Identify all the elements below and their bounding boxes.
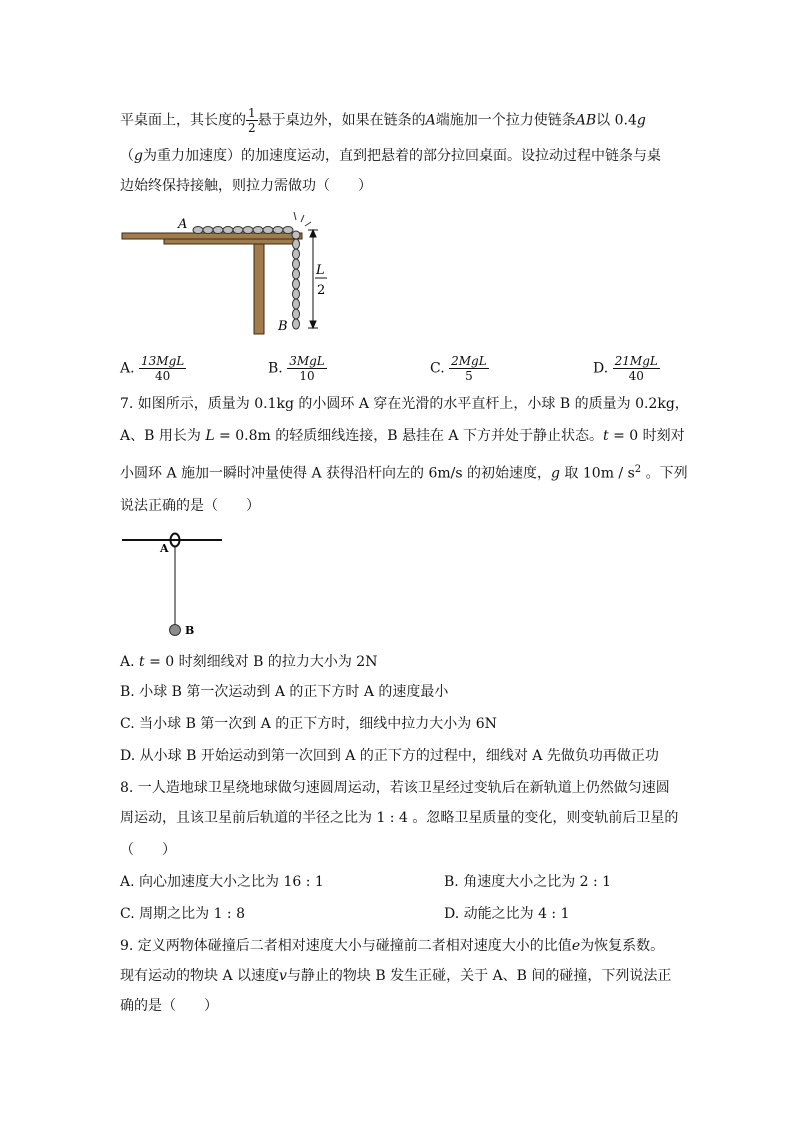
q7-text: A. [120, 654, 140, 670]
q6-option-b[interactable] [268, 354, 327, 383]
q7-option-b[interactable]: B. 小球 B 第一次运动到 A 的正下方时 A 的速度最小 [120, 684, 449, 700]
q7-option-d[interactable]: D. 从小球 B 开始运动到第一次回到 A 的正下方的过程中，细线对 A 先做负功再做正功 [120, 748, 659, 764]
q7-option-c[interactable]: C. 当小球 B 第一次到 A 的正下方时，细线中拉力大小为 6N [120, 716, 497, 732]
fraction-numerator: 1 [248, 106, 256, 120]
option-fraction [139, 354, 186, 383]
option-letter: D. [593, 360, 609, 377]
option-fraction [449, 354, 489, 383]
var-v: v [279, 968, 287, 984]
var-a: A [425, 112, 436, 129]
chain-table-figure [118, 208, 348, 340]
q9-text: 为恢复系数。 [580, 938, 665, 954]
q8-option-b[interactable]: B. 角速度大小之比为 2 : 1 [444, 874, 612, 890]
var-l: L [205, 428, 215, 444]
superscript: 2 [634, 464, 642, 475]
q8-option-c[interactable]: C. 周期之比为 1 : 8 [120, 906, 245, 922]
var-e: e [571, 938, 581, 954]
q9-line-3: 确的是（ ） [120, 998, 218, 1014]
q6-text: 平桌面上，其长度的 [120, 112, 246, 129]
q6-text: 以 0.4 [596, 112, 637, 129]
chain-horizontal [193, 227, 293, 234]
q9-line-1 [120, 936, 664, 956]
q9-line-2 [120, 966, 671, 986]
chain-corner-link [292, 231, 300, 239]
option-fraction [613, 354, 660, 383]
label-a: A [160, 542, 169, 555]
fraction-numerator: 3MgL [289, 354, 325, 368]
q7-text: = 0 时刻对 [608, 428, 685, 444]
q7-line-1: 7. 如图所示，质量为 0.1kg 的小圆环 A 穿在光滑的水平直杆上，小球 B 的质量为 0.2kg， [120, 396, 689, 412]
ring-ball-figure [118, 528, 238, 644]
q7-text: 小圆环 A 施加一瞬时冲量使得 A 获得沿杆向左的 6m/s 的初始速度， [120, 465, 552, 482]
q8-line-1: 8. 一人造地球卫星绕地球做匀速圆周运动，若该卫星经过变轨后在新轨道上仍然做匀速圆 [120, 780, 670, 796]
option-letter: C. [430, 360, 445, 377]
q6-option-a[interactable] [120, 354, 186, 383]
var-g: g [636, 112, 646, 129]
fraction-denominator: 2 [248, 121, 256, 135]
fraction-denominator: 5 [465, 369, 473, 383]
q7-text: = 0.8m 的轻质细线连接，B 悬挂在 A 下方并处于静止状态。 [214, 428, 603, 444]
label-b: B [278, 319, 288, 334]
option-letter: B. [268, 360, 283, 377]
fraction-denominator: 40 [154, 369, 171, 383]
table-top [122, 233, 302, 239]
table-leg [254, 244, 264, 334]
q7-text: 取 10m / s [559, 465, 635, 482]
q8-line-2: 周运动，且该卫星前后轨道的半径之比为 1 : 4 。忽略卫星质量的变化，则变轨前后卫星的 [120, 810, 679, 826]
fraction-denominator: 10 [299, 369, 315, 383]
label-l: L [316, 263, 325, 278]
q8-option-d[interactable]: D. 动能之比为 4 : 1 [444, 906, 570, 922]
q7-line-2 [120, 426, 685, 446]
half-fraction [246, 106, 258, 135]
corner-mark-icon [294, 212, 311, 226]
q7-text: 。下列 [641, 465, 688, 482]
fraction-numerator: 21MgL [614, 354, 658, 368]
label-a: A [178, 217, 188, 232]
label-b: B [185, 624, 195, 637]
option-fraction [287, 354, 327, 383]
q7-text: A、B 用长为 [120, 428, 206, 444]
fraction-denominator: 40 [628, 369, 644, 383]
chain-vertical [293, 239, 300, 329]
q9-text: 与静止的物块 B 发生正碰，关于 A、B 间的碰撞，下列说法正 [286, 968, 672, 984]
q6-line-1 [120, 106, 646, 135]
var-g: g [551, 465, 560, 482]
q6-line-3: 边始终保持接触，则拉力需做功（ ） [120, 178, 372, 194]
q6-option-c[interactable] [430, 354, 489, 383]
q9-text: 9. 定义两物体碰撞后二者相对速度大小与碰撞前二者相对速度大小的比值 [120, 938, 572, 954]
q8-option-a[interactable]: A. 向心加速度大小之比为 16 : 1 [120, 874, 324, 890]
option-letter: A. [120, 360, 135, 377]
var-t: t [139, 654, 145, 670]
q7-line-4: 说法正确的是（ ） [120, 498, 260, 514]
fraction-numerator: 2MgL [451, 354, 487, 368]
ball-b [170, 625, 181, 636]
q7-text: = 0 时刻细线对 B 的拉力大小为 2N [144, 654, 378, 670]
q6-text: （ [120, 148, 134, 164]
length-dimension [308, 230, 318, 328]
fraction-numerator: 13MgL [141, 354, 185, 368]
q7-line-3 [120, 460, 688, 484]
q8-line-3: （ ） [120, 842, 176, 858]
q6-line-2 [120, 146, 661, 166]
q6-text: 端施加一个拉力使链条 [435, 112, 576, 129]
table-apron [164, 239, 298, 244]
q9-text: 现有运动的物块 A 以速度 [120, 968, 280, 984]
q7-option-a[interactable] [120, 652, 377, 672]
q6-option-d[interactable] [593, 354, 660, 383]
var-g: g [134, 148, 143, 164]
q6-text: 为重力加速度）的加速度运动，直到把悬着的部分拉回桌面。设拉动过程中链条与桌 [142, 148, 661, 164]
q6-text: 悬于桌边外，如果在链条的 [257, 112, 426, 129]
var-t: t [602, 428, 609, 444]
label-2: 2 [317, 283, 326, 298]
var-ab: AB [575, 112, 597, 129]
